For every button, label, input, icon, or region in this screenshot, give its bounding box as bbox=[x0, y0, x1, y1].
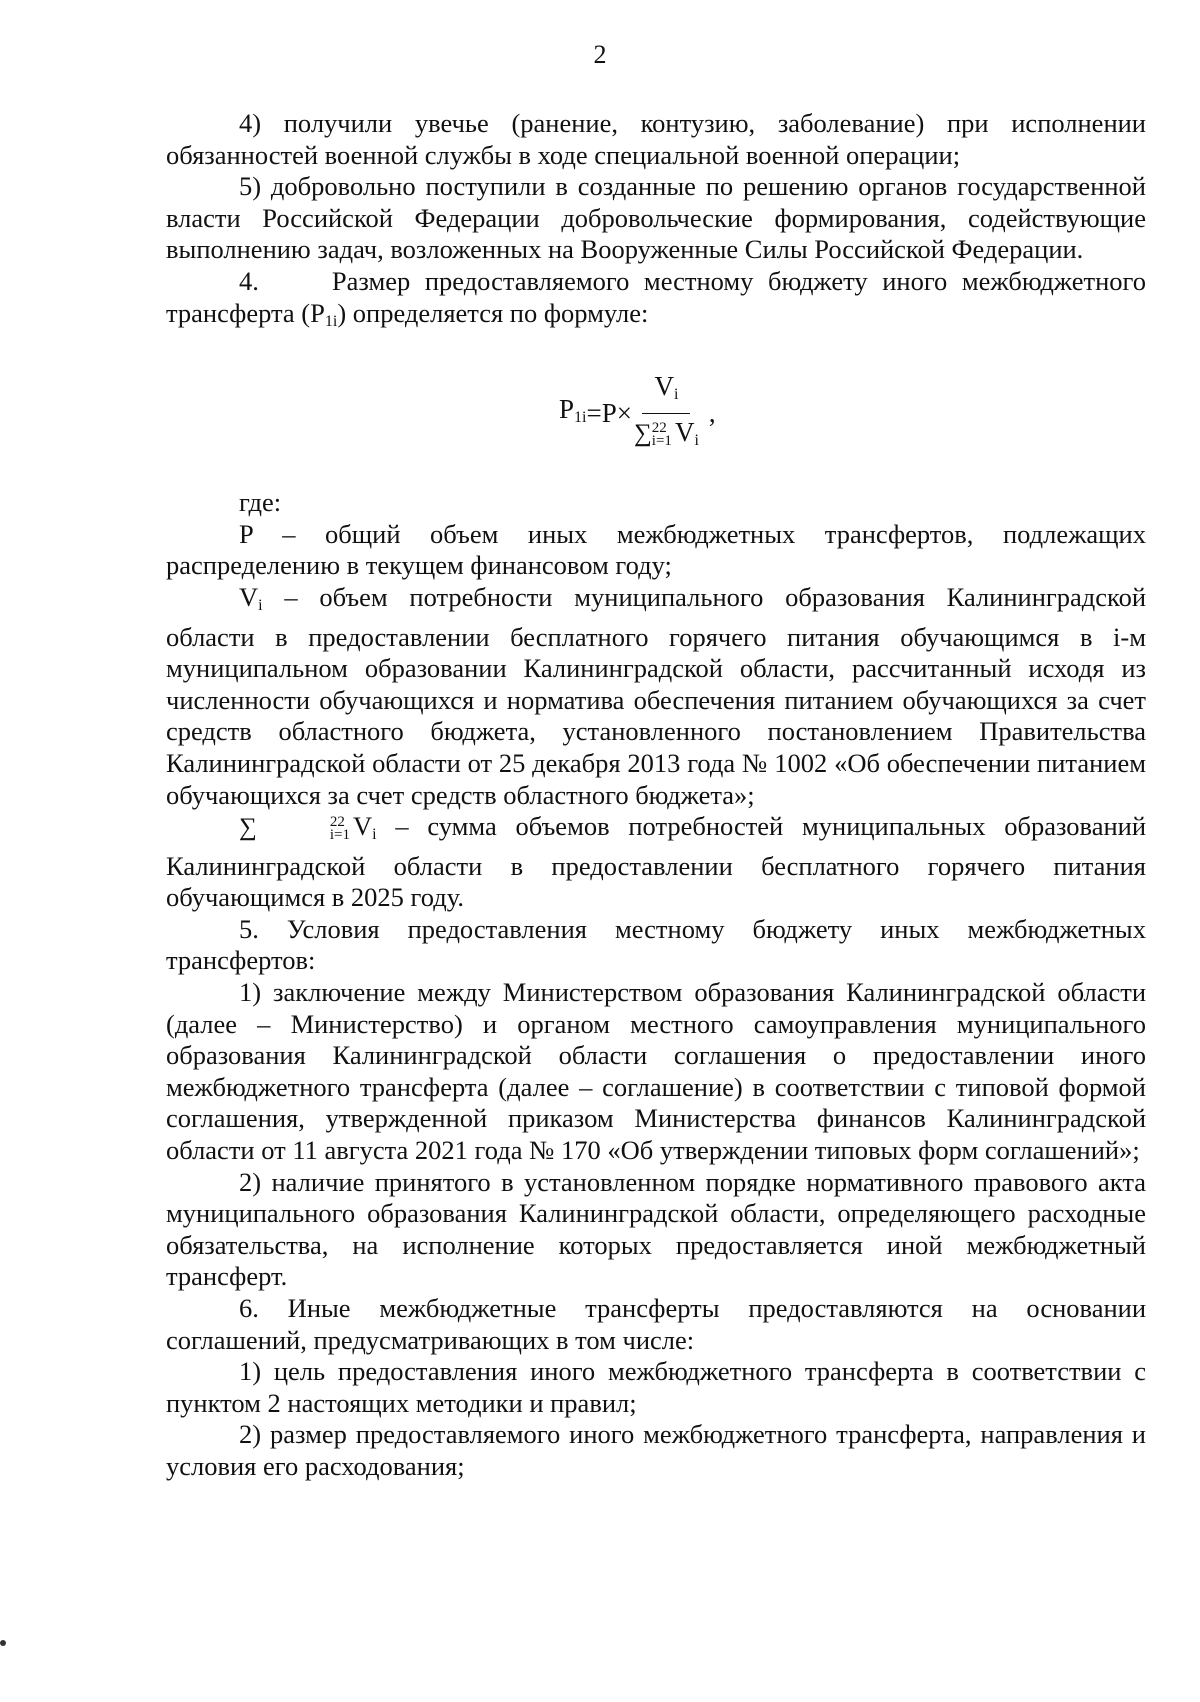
paragraph-section-6-title: 6. Иные межбюджетные трансферты предоставляются на основании соглашений, предусматривающих в том числе: bbox=[166, 1293, 1146, 1355]
section-4-number: 4. bbox=[239, 265, 259, 296]
formula-denominator: ∑ 22 i=1 $V_i$ bbox=[633, 417, 699, 450]
formula-fraction bbox=[634, 371, 699, 457]
scan-speck bbox=[0, 1640, 6, 1646]
paragraph-section-6-item-1: 1) цель предоставления иного межбюджетного трансферта в соответствии с пунктом 2 настоящих методики и правил; bbox=[166, 1356, 1146, 1418]
paragraph-item-5-volunteer: 5) добровольно поступили в созданные по решению органов государственной власти Российской Федерации добровольческие формирования, содействующие выполнению задач, возложенных на Вооруженные Силы Российской Федерации. bbox=[166, 171, 1146, 265]
paragraph-section-4 bbox=[166, 266, 1146, 337]
formula-block bbox=[166, 363, 1146, 463]
section-4-text-end: ) определяется по формуле: bbox=[337, 297, 649, 328]
where-label: где: bbox=[239, 487, 282, 518]
section-4-text: Размер предоставляемого местному бюджету иного межбюджетного трансферта ( bbox=[166, 265, 1147, 328]
formula-numerator: $V_i$ bbox=[642, 371, 690, 414]
formula bbox=[559, 371, 716, 457]
paragraph-section-5-title: 5. Условия предоставления местному бюджету иных межбюджетных трансфертов: bbox=[166, 913, 1146, 976]
formula-trailing-comma: , bbox=[708, 398, 716, 429]
sum-limits: 22 i=1 bbox=[651, 419, 672, 449]
formula-equals-p-times: =P× bbox=[586, 398, 632, 429]
paragraph-section-6-item-2: 2) размер предоставляемого иного межбюджетного трансферта, направления и условия его расходования; bbox=[166, 1419, 1146, 1481]
definition-sum: ∑ 22 i=1 $V_i$ – сумма объемов потребностей муниципальных образований Калининградской области в предоставлении бесплатного горячего питания обучающимся в 2025 году. bbox=[166, 811, 1146, 913]
definition-p: P – общий объем иных межбюджетных трансфертов, подлежащих распределению в текущем финансовом году; bbox=[166, 518, 1146, 581]
paragraph-section-5-item-1: 1) заключение между Министерством образования Калининградской области (далее – Министерство) и органом местного самоуправления муниципального образования Калининградской области соглашения о предоставлении иного межбюджетного трансферта (далее – соглашение) в соответствии с типовой формой соглашения, утвержденной приказом Министерства финансов Калининградской области от 11 августа 2021 года № 170 «Об утверждении типовых форм соглашений»; bbox=[166, 977, 1146, 1166]
formula-lhs: $P_{1i}$ bbox=[559, 394, 587, 427]
definition-sum-limits: 22 i=1 bbox=[329, 814, 350, 844]
document-body bbox=[166, 108, 1146, 1483]
section-4-symbol-subscript: 1i bbox=[324, 312, 338, 330]
sum-symbol: ∑ bbox=[633, 420, 652, 448]
definition-sum-symbol: ∑ bbox=[239, 814, 257, 842]
page-number: 2 bbox=[593, 40, 607, 69]
paragraph-section-5-item-2: 2) наличие принятого в установленном порядке нормативного правового акта муниципального образования Калининградской области, определяющего расходные обязательства, на исполнение которых предоставляется иной межбюджетный трансферт. bbox=[166, 1166, 1146, 1292]
section-4-symbol: P bbox=[310, 297, 325, 328]
definition-vi: $V_i$ – объем потребности муниципального образования Калининградской области в предоставлении бесплатного горячего питания обучающимся в i-м муниципальном образовании Калининградской области, рассчитанный исходя из численности обучающихся и норматива обеспечения питанием обучающихся за счет средств областного бюджета, установленного постановлением Правительства Калининградской области от 25 декабря 2013 года № 1002 «Об обеспечении питанием обучающихся за счет средств областного бюджета»; bbox=[166, 581, 1146, 810]
paragraph-item-4-injury: 4) получили увечье (ранение, контузию, заболевание) при исполнении обязанностей военной службы в ходе специальной военной операции; bbox=[166, 108, 1146, 170]
